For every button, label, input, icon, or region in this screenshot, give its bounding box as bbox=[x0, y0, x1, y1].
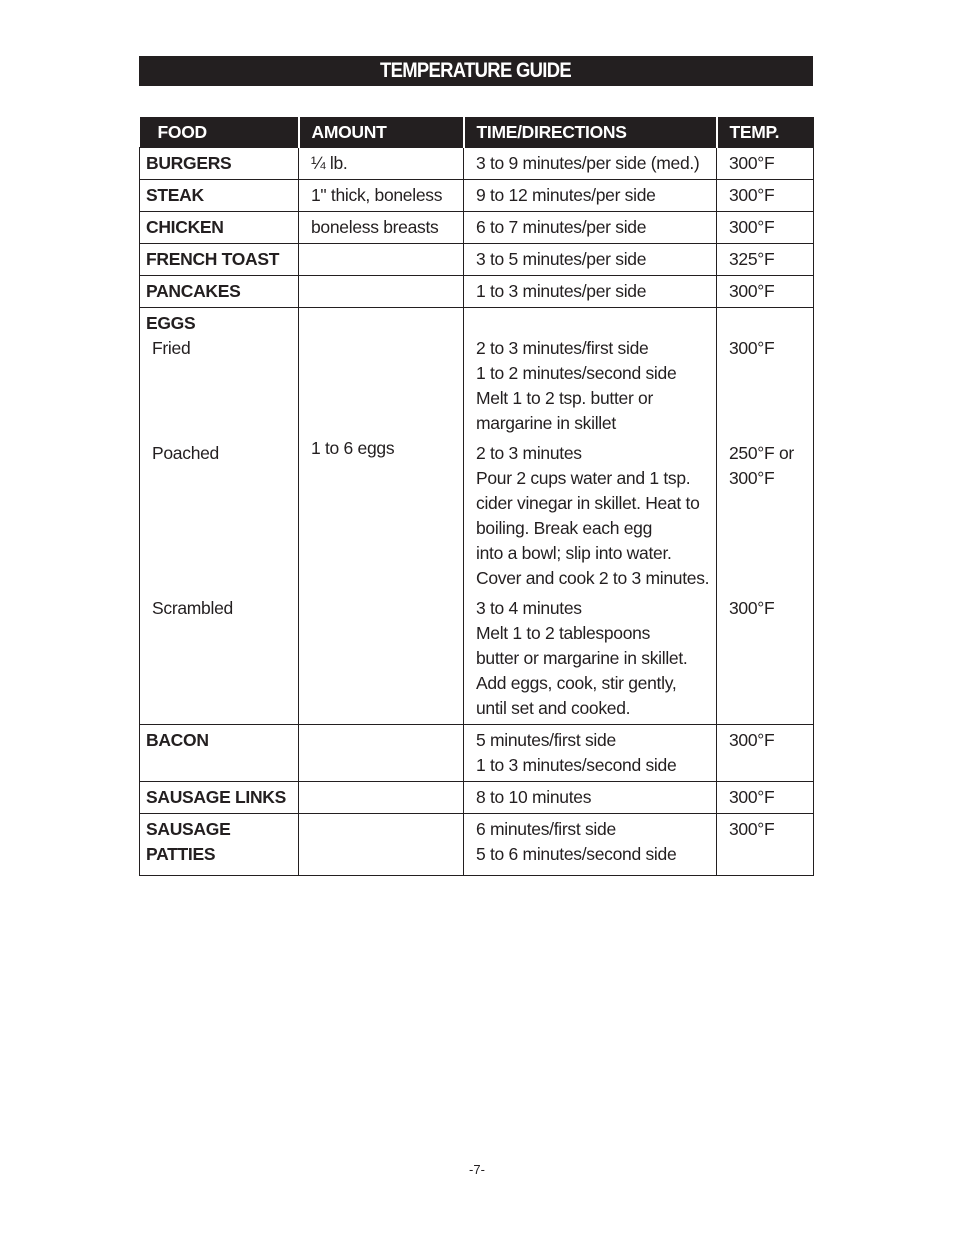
table-row bbox=[140, 276, 814, 308]
time-cell bbox=[464, 814, 717, 876]
table-row bbox=[140, 725, 814, 782]
table-row bbox=[140, 244, 814, 276]
scrambled-time-line: Melt 1 to 2 tablespoons bbox=[476, 623, 651, 643]
bacon-time-line: 5 minutes/first side bbox=[476, 730, 616, 750]
eggs-amount: 1 to 6 eggs bbox=[311, 438, 395, 458]
amount-cell: boneless breasts bbox=[299, 212, 464, 244]
table-row bbox=[140, 782, 814, 814]
amount-cell: 1" thick, boneless bbox=[299, 180, 464, 212]
food-cell: FRENCH TOAST bbox=[140, 244, 299, 276]
food-cell: STEAK bbox=[140, 180, 299, 212]
header-time: TIME/DIRECTIONS bbox=[464, 117, 717, 148]
amount-cell bbox=[299, 725, 464, 782]
poached-time-line: 2 to 3 minutes bbox=[476, 443, 582, 463]
food-cell: BURGERS bbox=[140, 148, 299, 180]
time-cell: 1 to 3 minutes/per side bbox=[464, 276, 717, 308]
scrambled-time-line: butter or margarine in skillet. bbox=[476, 648, 688, 668]
food-cell: CHICKEN bbox=[140, 212, 299, 244]
eggs-fried-label: Fried bbox=[152, 338, 191, 358]
temp-cell: 300°F bbox=[717, 212, 814, 244]
time-cell: 6 to 7 minutes/per side bbox=[464, 212, 717, 244]
food-cell: PANCAKES bbox=[140, 276, 299, 308]
header-temp: TEMP. bbox=[717, 117, 814, 148]
poached-time-line: cider vinegar in skillet. Heat to bbox=[476, 493, 700, 513]
scrambled-time-line: 3 to 4 minutes bbox=[476, 598, 582, 618]
header-amount: AMOUNT bbox=[299, 117, 464, 148]
amount-cell: ¼ lb. bbox=[299, 148, 464, 180]
time-cell bbox=[464, 308, 717, 725]
eggs-label: EGGS bbox=[146, 313, 196, 333]
table-header-row bbox=[140, 117, 814, 148]
scrambled-time-line: Add eggs, cook, stir gently, bbox=[476, 673, 677, 693]
scrambled-time-line: until set and cooked. bbox=[476, 698, 631, 718]
sausage-patties-label: PATTIES bbox=[146, 844, 216, 864]
table-row-eggs bbox=[140, 308, 814, 725]
fried-time-line: Melt 1 to 2 tsp. butter or bbox=[476, 388, 654, 408]
poached-temp: 250°F or bbox=[729, 443, 794, 463]
eggs-poached-label: Poached bbox=[152, 443, 219, 463]
amount-cell bbox=[299, 308, 464, 725]
poached-time-line: Pour 2 cups water and 1 tsp. bbox=[476, 468, 691, 488]
amount-cell bbox=[299, 244, 464, 276]
fried-time-line: 1 to 2 minutes/second side bbox=[476, 363, 677, 383]
amount-cell bbox=[299, 814, 464, 876]
sausage-patties-label: SAUSAGE bbox=[146, 819, 231, 839]
eggs-scrambled-label: Scrambled bbox=[152, 598, 233, 618]
poached-temp: 300°F bbox=[729, 468, 775, 488]
temperature-table bbox=[139, 117, 814, 876]
temp-cell: 300°F bbox=[717, 725, 814, 782]
time-cell: 8 to 10 minutes bbox=[464, 782, 717, 814]
sausage-patties-time-line: 5 to 6 minutes/second side bbox=[476, 844, 677, 864]
scrambled-temp: 300°F bbox=[729, 598, 775, 618]
page-title: TEMPERATURE GUIDE bbox=[139, 56, 813, 86]
time-cell: 3 to 5 minutes/per side bbox=[464, 244, 717, 276]
temp-cell: 300°F bbox=[717, 276, 814, 308]
table-row bbox=[140, 148, 814, 180]
amount-cell bbox=[299, 276, 464, 308]
poached-time-line: Cover and cook 2 to 3 minutes. bbox=[476, 568, 710, 588]
time-cell: 3 to 9 minutes/per side (med.) bbox=[464, 148, 717, 180]
table-row bbox=[140, 180, 814, 212]
fried-time-line: margarine in skillet bbox=[476, 413, 616, 433]
time-cell: 9 to 12 minutes/per side bbox=[464, 180, 717, 212]
bacon-time-line: 1 to 3 minutes/second side bbox=[476, 755, 677, 775]
time-cell bbox=[464, 725, 717, 782]
temp-cell: 300°F bbox=[717, 148, 814, 180]
fried-temp: 300°F bbox=[729, 338, 775, 358]
food-cell bbox=[140, 308, 299, 725]
food-cell: SAUSAGE LINKS bbox=[140, 782, 299, 814]
table-row bbox=[140, 212, 814, 244]
fried-time-line: 2 to 3 minutes/first side bbox=[476, 338, 649, 358]
sausage-patties-time-line: 6 minutes/first side bbox=[476, 819, 616, 839]
temp-cell bbox=[717, 308, 814, 725]
temp-cell: 300°F bbox=[717, 782, 814, 814]
amount-cell bbox=[299, 782, 464, 814]
food-cell: BACON bbox=[140, 725, 299, 782]
food-cell bbox=[140, 814, 299, 876]
temp-cell: 300°F bbox=[717, 180, 814, 212]
table-row bbox=[140, 814, 814, 876]
temp-cell: 325°F bbox=[717, 244, 814, 276]
page-number: -7- bbox=[469, 1162, 485, 1177]
header-food: FOOD bbox=[140, 117, 299, 148]
poached-time-line: boiling. Break each egg bbox=[476, 518, 653, 538]
poached-time-line: into a bowl; slip into water. bbox=[476, 543, 672, 563]
temp-cell: 300°F bbox=[717, 814, 814, 876]
